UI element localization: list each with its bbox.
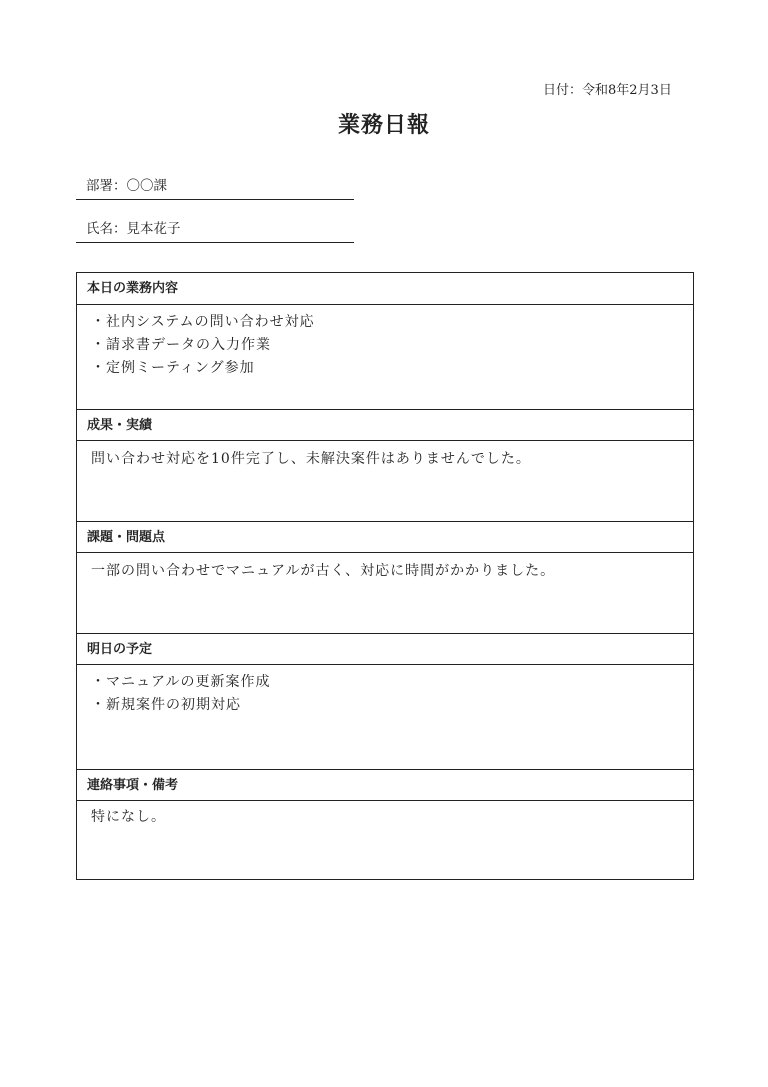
report-date: 日付：令和8年2月3日 (543, 83, 672, 98)
list-item: ・社内システムの問い合わせ対応 (91, 314, 315, 330)
page-title: 業務日報 (337, 112, 430, 138)
list-item: 一部の問い合わせでマニュアルが古く、対応に時間がかかりました。 (91, 563, 556, 579)
section-heading-results: 成果・実績 (77, 409, 693, 441)
name-field: 氏名：見本花子 (76, 219, 354, 243)
list-item: 特になし。 (91, 809, 166, 825)
section-heading-tomorrow: 明日の予定 (77, 633, 693, 665)
list-item: ・新規案件の初期対応 (91, 697, 241, 713)
section-body-tasks (77, 311, 693, 380)
list-item: ・マニュアルの更新案作成 (91, 674, 271, 690)
section-body-results (77, 448, 693, 471)
list-item: 問い合わせ対応を10件完了し、未解決案件はありませんでした。 (91, 451, 531, 467)
department-field: 部署：〇〇課 (76, 176, 354, 200)
report-form (76, 272, 694, 880)
section-body-tomorrow (77, 671, 693, 717)
list-item: ・定例ミーティング参加 (91, 360, 255, 376)
section-body-issues (77, 560, 693, 583)
section-heading-notes: 連絡事項・備考 (77, 769, 693, 801)
section-heading-issues: 課題・問題点 (77, 521, 693, 553)
section-body-notes (77, 806, 693, 829)
list-item: ・請求書データの入力作業 (91, 337, 271, 353)
section-heading-tasks: 本日の業務内容 (77, 273, 693, 305)
